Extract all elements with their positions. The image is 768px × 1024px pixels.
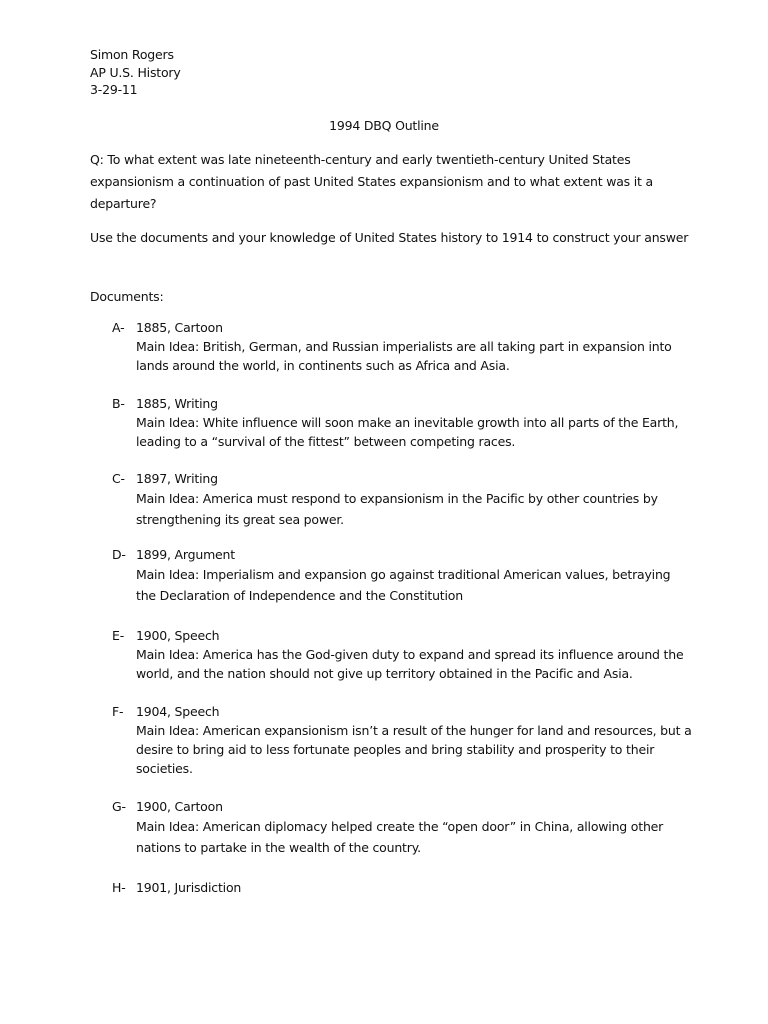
document-item-h <box>112 878 692 897</box>
document-heading: 1885, Cartoon <box>136 320 223 335</box>
document-heading: 1899, Argument <box>136 547 235 562</box>
document-main-idea: Main Idea: Imperialism and expansion go against traditional American values, betraying the Declaration of Independence and the Constitution <box>136 567 671 603</box>
document-heading: 1901, Jurisdiction <box>136 880 242 895</box>
document-main-idea: Main Idea: White influence will soon make an inevitable growth into all parts of the Earth, leading to a “survival of the fittest” between competing races. <box>136 415 679 449</box>
document-item-a <box>112 318 692 375</box>
document-item-c <box>112 469 692 530</box>
document-item-b <box>112 394 692 451</box>
document-item-f <box>112 702 692 778</box>
document-heading: 1897, Writing <box>136 471 218 486</box>
course-name: AP U.S. History <box>90 65 181 80</box>
document-main-idea: Main Idea: American diplomacy helped create the “open door” in China, allowing other nations to partake in the wealth of the country. <box>136 819 664 855</box>
document-heading: 1885, Writing <box>136 396 218 411</box>
document-letter: G- <box>112 799 126 814</box>
document-item-d <box>112 545 692 606</box>
document-heading: 1900, Speech <box>136 628 220 643</box>
document-heading: 1900, Cartoon <box>136 799 223 814</box>
document-heading: 1904, Speech <box>136 704 220 719</box>
document-letter: A- <box>112 320 125 335</box>
instructions-paragraph: Use the documents and your knowledge of United States history to 1914 to construct your answer <box>90 230 689 245</box>
document-letter: C- <box>112 471 125 486</box>
page-title: 1994 DBQ Outline <box>329 118 439 133</box>
document-main-idea: Main Idea: British, German, and Russian imperialists are all taking part in expansion into lands around the world, in continents such as Africa and Asia. <box>136 339 672 373</box>
document-main-idea: Main Idea: America must respond to expansionism in the Pacific by other countries by strengthening its great sea power. <box>136 491 658 527</box>
author-name: Simon Rogers <box>90 47 174 62</box>
document-date: 3-29-11 <box>90 82 138 97</box>
document-letter: H- <box>112 880 126 895</box>
document-letter: E- <box>112 628 125 643</box>
document-letter: D- <box>112 547 126 562</box>
document-letter: F- <box>112 704 124 719</box>
document-item-g <box>112 797 692 858</box>
document-main-idea: Main Idea: American expansionism isn’t a result of the hunger for land and resources, but a desire to bring aid to less fortunate peoples and bring stability and prosperity to their societies. <box>136 723 692 776</box>
document-item-e <box>112 626 692 683</box>
document-letter: B- <box>112 396 125 411</box>
documents-label: Documents: <box>90 289 164 304</box>
document-main-idea: Main Idea: America has the God-given duty to expand and spread its influence around the world, and the nation should not give up territory obtained in the Pacific and Asia. <box>136 647 684 681</box>
question-paragraph: Q: To what extent was late nineteenth-century and early twentieth-century United States expansionism a continuation of past United States expansionism and to what extent was it a departure? <box>90 152 653 211</box>
